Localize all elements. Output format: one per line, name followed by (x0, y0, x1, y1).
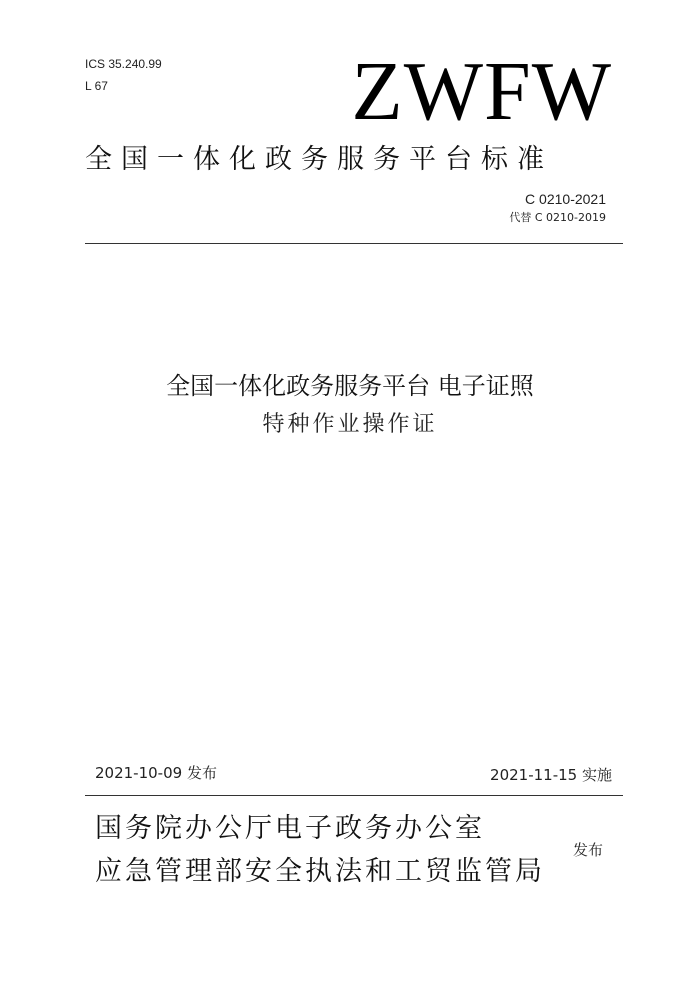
standard-code: C 0210-2021 (525, 191, 606, 207)
implementation-date: 2021-11-15 实施 (490, 766, 612, 784)
document-subtitle: 特种作业操作证 (262, 412, 438, 437)
zwfw-logo: ZWFW (351, 45, 612, 138)
document-title: 全国一体化政务服务平台 电子证照 (166, 372, 534, 400)
header-divider (85, 243, 623, 244)
footer-divider (85, 795, 623, 796)
ics-code: ICS 35.240.99 (85, 57, 162, 71)
classification-code: L 67 (85, 79, 108, 93)
publish-label: 发布 (573, 841, 604, 859)
publisher-1: 国务院办公厅电子政务办公室 (95, 813, 485, 844)
issue-date: 2021-10-09 发布 (95, 764, 217, 782)
standard-title: 全国一体化政务服务平台标准 (85, 144, 553, 175)
replaces-code: 代替 C 0210-2019 (509, 211, 606, 224)
publisher-2: 应急管理部安全执法和工贸监管局 (95, 856, 545, 887)
